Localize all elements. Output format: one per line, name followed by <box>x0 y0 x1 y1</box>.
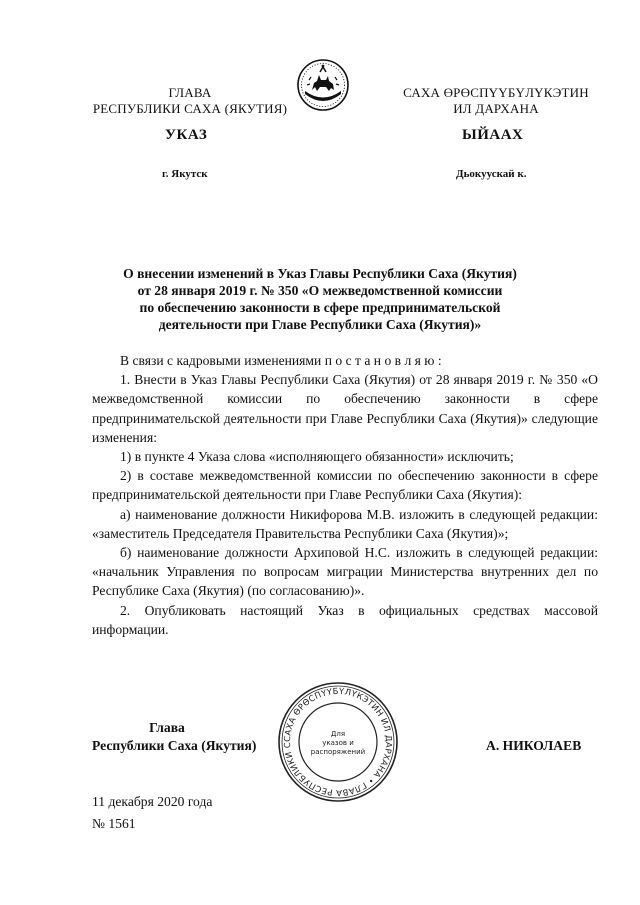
body-paragraph: б) наименование должности Архиповой Н.С. изложить в следующей редакции: «начальник Управления по вопросам миграции Министерства внутренних дел по Республике Саха (Якутия) (по согласованию)». <box>92 545 598 599</box>
decree-subject-title <box>95 265 545 333</box>
signature-position <box>92 719 282 755</box>
signature-position-line2: Республики Саха (Якутия) <box>92 738 257 753</box>
seal-center-line: указов и <box>322 739 354 747</box>
title-line: по обеспечению законности в сфере предпринимательской <box>139 300 501 315</box>
signatory-name: А. НИКОЛАЕВ <box>486 738 582 753</box>
republic-emblem-icon <box>296 58 350 112</box>
body-paragraph: 1. Внести в Указ Главы Республики Саха (Якутия) от 28 января 2019 г. № 350 «О межведомственной комиссии по обеспечению законности в сфере предпринимательской деятельности при Главе Республики Саха (Якутия)» следующие изменения: <box>92 372 598 445</box>
city-sakha: Дьокуускай к. <box>456 168 527 180</box>
title-line: от 28 января 2019 г. № 350 «О межведомственной комиссии <box>137 283 503 298</box>
decree-number: № 1561 <box>92 816 136 831</box>
header-left-line2: РЕСПУБЛИКИ САХА (ЯКУТИЯ) <box>92 101 288 116</box>
decree-date: 11 декабря 2020 года <box>92 794 213 809</box>
title-line: деятельности при Главе Республики Саха (Якутия)» <box>158 317 482 332</box>
body-paragraph: 2. Опубликовать настоящий Указ в официальных средствах массовой информации. <box>92 602 598 637</box>
body-paragraph: 2) в составе межведомственной комиссии по обеспечению законности в сфере предпринимательской деятельности при Главе Республики Саха (Якутия): <box>92 468 598 503</box>
body-paragraph: 1) в пункте 4 Указа слова «исполняющего обязанности» исключить; <box>120 449 514 465</box>
seal-ring-text: САХА ӨРӨСПҮҮБҮЛҮКЭТИН ИЛ ДАРХАНА • ГЛАВА РЕСПУБЛИКИ С <box>281 685 395 799</box>
header-right-line1: САХА ӨРӨСПҮҮБҮЛҮКЭТИН <box>403 85 589 100</box>
body-paragraph: а) наименование должности Никифорова М.В. изложить в следующей редакции: «заместитель Председателя Правительства Республики Саха (Якутия)»; <box>92 506 598 541</box>
header-right-line2: ИЛ ДАРХАНА <box>453 101 539 116</box>
preamble-paragraph: В связи с кадровыми изменениями п о с т а н о в л я ю : <box>120 353 442 368</box>
decree-title-sakha: ЫЙААХ <box>462 127 524 143</box>
decree-title-ru: УКАЗ <box>165 127 208 143</box>
header-left-line1: ГЛАВА <box>168 85 212 100</box>
header-left <box>70 85 310 117</box>
city-ru: г. Якутск <box>162 168 208 180</box>
official-seal-icon <box>276 680 400 804</box>
seal-center-line: распоряжений <box>310 748 366 756</box>
title-line: О внесении изменений в Указ Главы Республики Саха (Якутия) <box>123 266 517 281</box>
decree-body <box>92 351 598 639</box>
header-right <box>385 85 607 117</box>
signature-position-line1: Глава <box>149 720 185 735</box>
seal-center-line: Для <box>330 730 346 738</box>
